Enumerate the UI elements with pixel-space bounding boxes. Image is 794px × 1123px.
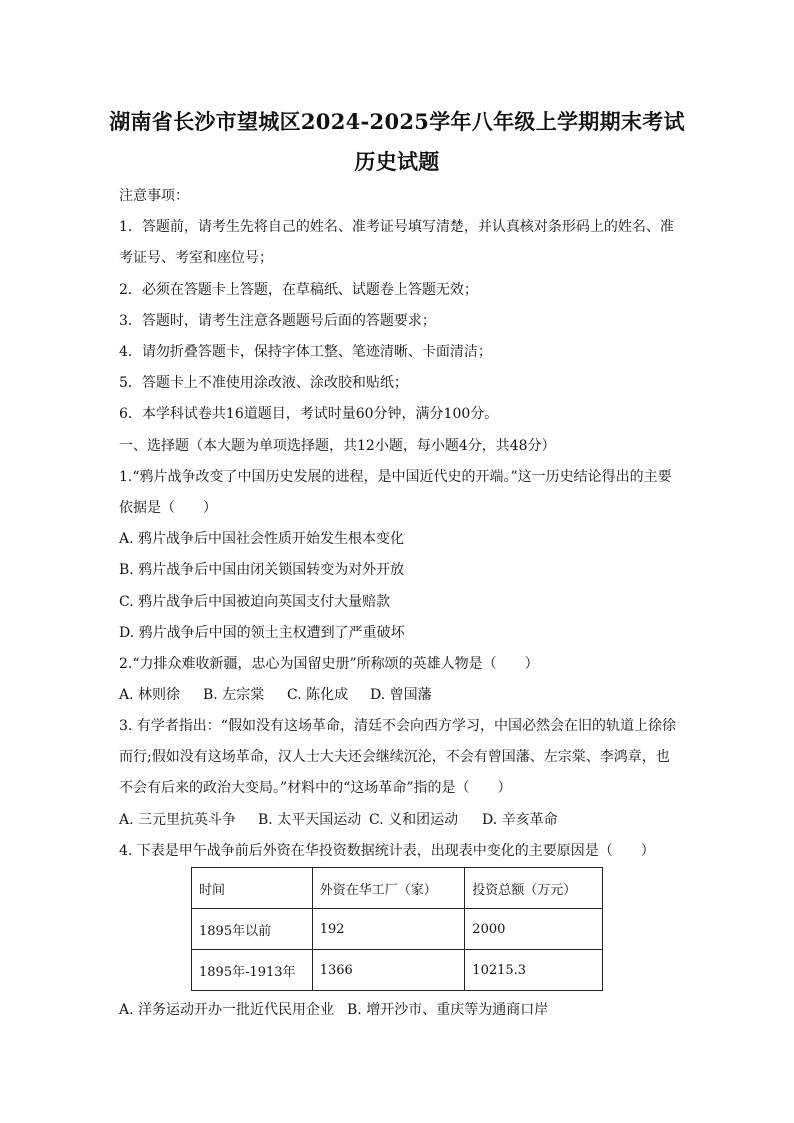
question-2-option-c: C. 陈化成 — [287, 687, 349, 703]
notice-item: 5．答题卡上不准使用涂改液、涂改胶和贴纸； — [119, 375, 408, 391]
notice-heading: 注意事项： — [119, 188, 189, 204]
table-header-cell: 外资在华工厂（家） — [312, 868, 465, 909]
notice-item: 6．本学科试卷共16道题目，考试时量60分钟，满分100分。 — [119, 406, 499, 422]
table-cell: 10215.3 — [465, 950, 603, 991]
table-row — [192, 950, 603, 991]
notice-item: 3．答题时，请考生注意各题题号后面的答题要求； — [119, 313, 436, 329]
question-4-options — [119, 1000, 679, 1020]
investment-table — [191, 867, 603, 991]
question-3-option-d: D. 辛亥革命 — [482, 812, 558, 828]
exam-subject-title: 历史试题 — [354, 149, 440, 174]
question-2-stem: 2.“力排众难收新疆，忠心为国留史册”所称颂的英雄人物是（ ） — [119, 656, 539, 672]
question-1-option-b: B. 鸦片战争后中国由闭关锁国转变为对外开放 — [119, 562, 405, 578]
notice-item: 2．必须在答题卡上答题，在草稿纸、试题卷上答题无效； — [119, 282, 478, 298]
question-3-stem: 3. 有学者指出：“假如没有这场革命，清廷不会向西方学习，中国必然会在旧的轨道上徐徐 — [119, 718, 676, 734]
table-header-cell: 投资总额（万元） — [465, 868, 603, 909]
question-4-stem: 4. 下表是甲午战争前后外资在华投资数据统计表，出现表中变化的主要原因是（ ） — [119, 843, 655, 859]
question-2-option-a: A. 林则徐 — [119, 687, 181, 703]
notice-item: 4．请勿折叠答题卡，保持字体工整、笔迹清晰、卡面清洁； — [119, 344, 492, 360]
question-3-stem: 不会有后来的政治大变局。”材料中的“这场革命”指的是（ ） — [119, 780, 512, 796]
question-3-option-b: B. 太平天国运动 — [258, 812, 362, 828]
question-2-option-d: D. 曾国藩 — [370, 687, 432, 703]
question-4-option-a: A. 洋务运动开办一批近代民用企业 — [119, 1002, 335, 1018]
table-cell: 1895年以前 — [192, 909, 313, 950]
question-1-stem: 1.“鸦片战争改变了中国历史发展的进程，是中国近代史的开端。”这一历史结论得出的主要 — [119, 469, 672, 485]
section-heading: 一、选择题（本大题为单项选择题，共12小题，每小题4分，共48分） — [119, 438, 556, 454]
question-2-options — [119, 685, 679, 705]
exam-title: 湖南省长沙市望城区2024-2025学年八年级上学期期末考试 — [109, 109, 685, 134]
question-1-option-a: A. 鸦片战争后中国社会性质开始发生根本变化 — [119, 531, 405, 547]
question-2-option-b: B. 左宗棠 — [203, 687, 265, 703]
question-3-option-c: C. 义和团运动 — [369, 812, 459, 828]
table-cell: 2000 — [465, 909, 603, 950]
table-cell: 1895年-1913年 — [192, 950, 313, 991]
question-3-option-a: A. 三元里抗英斗争 — [119, 812, 237, 828]
question-4-option-b: B. 增开沙市、重庆等为通商口岸 — [347, 1002, 549, 1018]
question-1-option-c: C. 鸦片战争后中国被迫向英国支付大量赔款 — [119, 594, 391, 610]
question-3-options — [119, 810, 679, 830]
question-1-stem: 依据是（ ） — [119, 500, 217, 516]
question-3-stem: 而行;假如没有这场革命，汉人士大夫还会继续沉沦，不会有曾国藩、左宗棠、李鸿章，也 — [119, 749, 670, 765]
notice-item: 考证号、考室和座位号； — [119, 250, 273, 266]
table-header-cell: 时间 — [192, 868, 313, 909]
table-cell: 1366 — [312, 950, 465, 991]
notice-item: 1．答题前，请考生先将自己的姓名、准考证号填写清楚，并认真核对条形码上的姓名、准 — [119, 219, 674, 235]
question-1-option-d: D. 鸦片战争后中国的领土主权遭到了严重破坏 — [119, 625, 405, 641]
table-cell: 192 — [312, 909, 465, 950]
table-header-row — [192, 868, 603, 909]
table-row — [192, 909, 603, 950]
